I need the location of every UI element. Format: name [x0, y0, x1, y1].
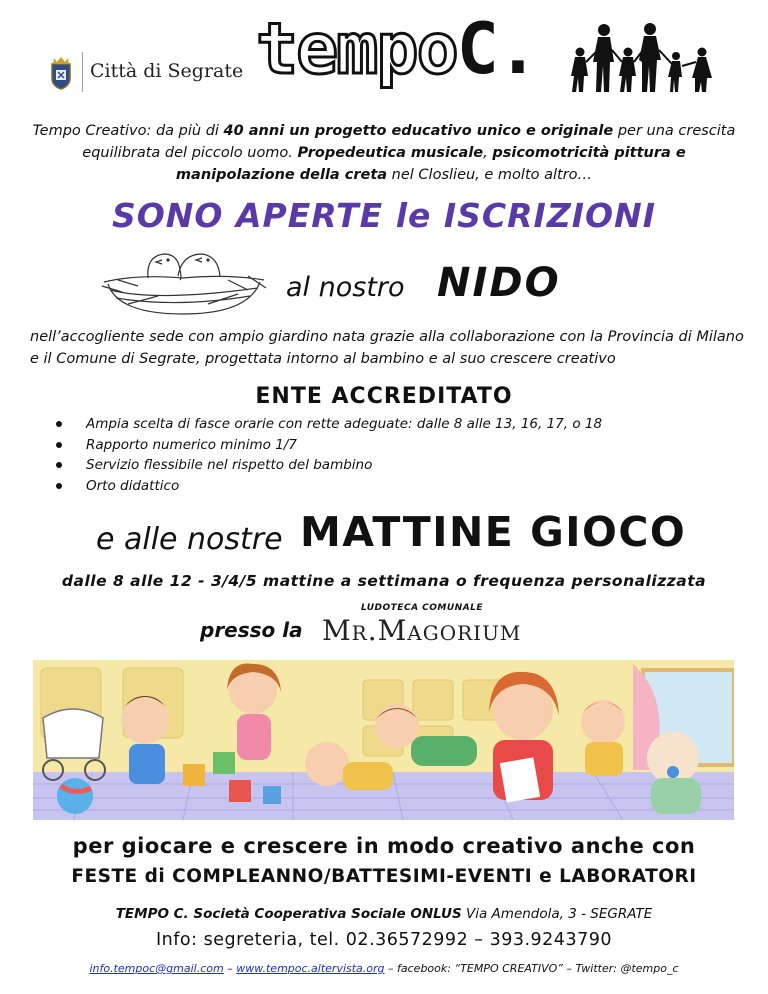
- intro-highlight-2: Propedeutica musicale: [297, 145, 484, 161]
- features-list: [56, 414, 602, 496]
- mattine-gioco-title: MATTINE GIOCO: [300, 508, 687, 556]
- intro-highlight-1: 40 anni un progetto educativo unico e originale: [223, 123, 614, 139]
- contact-phone: Info: segreteria, tel. 02.36572992 – 393.9243790: [156, 930, 612, 950]
- cooperative-info: [0, 906, 768, 922]
- mattine-schedule: dalle 8 alle 12 - 3/4/5 mattine a settimana o frequenza personalizzata: [61, 572, 707, 590]
- list-item: [56, 455, 602, 476]
- list-item-text: Servizio flessibile nel rispetto del bambino: [86, 457, 373, 473]
- website-link[interactable]: www.tempoc.altervista.org: [236, 962, 385, 975]
- bullet-icon: [56, 442, 62, 448]
- headline: SONO APERTE le ISCRIZIONI: [111, 196, 656, 235]
- magorium-logo: Mr.Magorium: [322, 614, 522, 647]
- list-item-text: Ampia scelta di fasce orarie con rette adeguate: dalle 8 alle 13, 16, 17, o 18: [86, 416, 603, 432]
- ludoteca-label: LUDOTECA COMUNALE: [361, 603, 484, 613]
- cooperative-name: TEMPO C. Società Cooperativa Sociale ONLUS: [115, 906, 462, 922]
- email-link[interactable]: info.tempoc@gmail.com: [89, 962, 224, 975]
- list-item: [56, 414, 602, 435]
- intro-text-3: ,: [483, 145, 493, 161]
- bullet-icon: [56, 421, 62, 427]
- list-item: [56, 476, 602, 497]
- giocare-text: per giocare e crescere in modo creativo anche con: [72, 834, 696, 858]
- nest-with-birds-icon: [98, 246, 268, 318]
- intro-paragraph: [30, 120, 738, 186]
- intro-text-4: nel Closlieu, e molto altro…: [387, 167, 593, 183]
- nido-description: nell’accogliente sede con ampio giardino nata grazie alla collaborazione con la Provincia di Milano e il Comune di Segrate, progettata intorno al bambino e al suo crescere creativo: [30, 329, 744, 367]
- social-text: – facebook: “TEMPO CREATIVO” – Twitter: @tempo_c: [384, 962, 679, 975]
- logo-word: tempo: [256, 8, 457, 90]
- intro-text-2: per una crescita equilibrata del piccolo uomo.: [82, 123, 736, 161]
- presso-text: presso la: [200, 618, 303, 642]
- nido-intro-text: al nostro: [286, 272, 405, 303]
- contacts-line: [0, 962, 768, 975]
- tempo-c-logo: [256, 8, 538, 90]
- nido-title: NIDO: [437, 260, 561, 306]
- mattine-intro-text: e alle nostre: [96, 522, 283, 557]
- bullet-icon: [56, 483, 62, 489]
- bullet-icon: [56, 462, 62, 468]
- city-name: Città di Segrate: [90, 60, 244, 82]
- city-crest-icon: [48, 56, 74, 90]
- intro-highlight-3: psicomotricità pittura e manipolazione della creta: [175, 145, 686, 183]
- list-item-text: Rapporto numerico minimo 1/7: [86, 436, 297, 453]
- family-silhouette-icon: [566, 22, 716, 94]
- children-playing-illustration: [33, 660, 734, 820]
- intro-text-1: Tempo Creativo: da più di: [32, 123, 224, 139]
- list-item-text: Orto didattico: [86, 477, 180, 494]
- feste-text: FESTE di COMPLEANNO/BATTESIMI-EVENTI e LABORATORI: [71, 866, 697, 887]
- list-item: [56, 435, 602, 456]
- header-divider: [82, 52, 83, 92]
- logo-letter: C.: [456, 8, 538, 90]
- cooperative-address: Via Amendola, 3 - SEGRATE: [461, 906, 653, 922]
- ente-title: ENTE ACCREDITATO: [255, 384, 513, 409]
- contacts-separator: –: [223, 962, 237, 975]
